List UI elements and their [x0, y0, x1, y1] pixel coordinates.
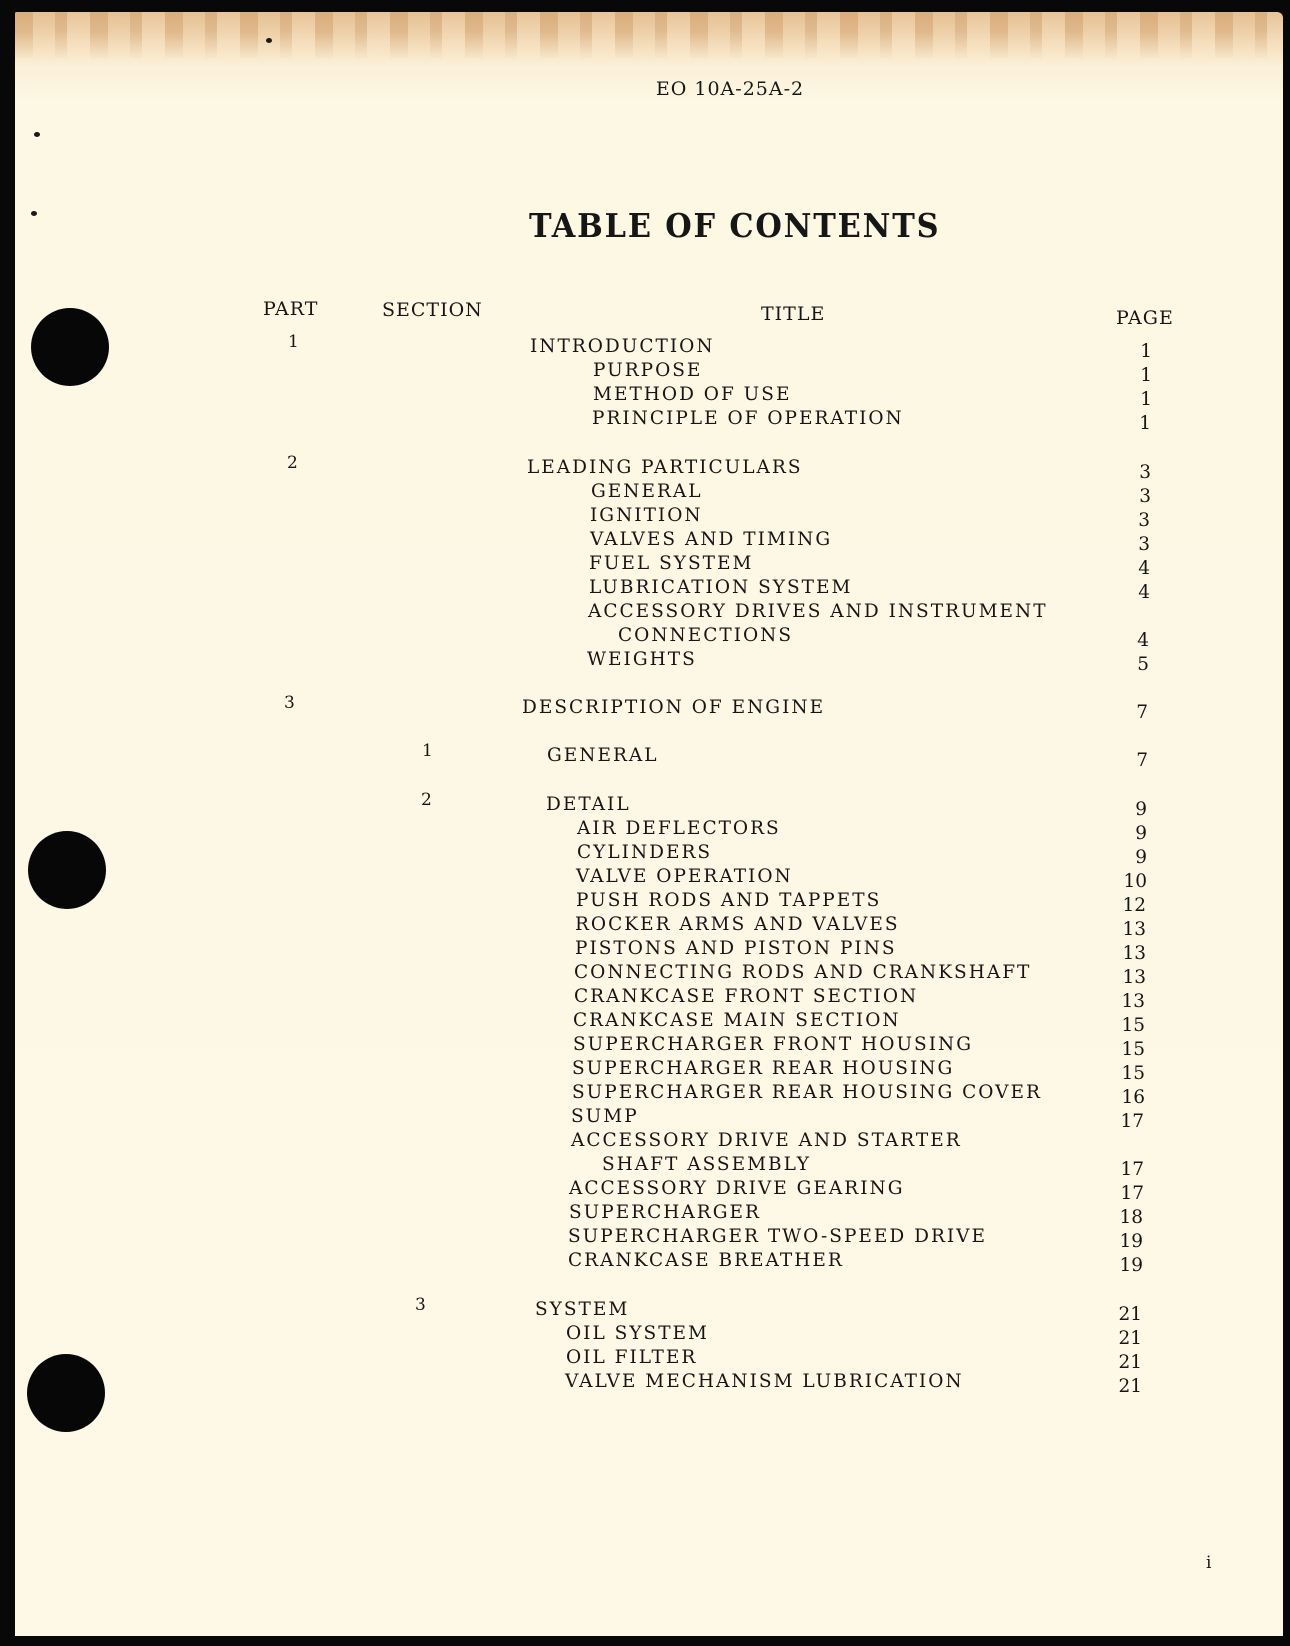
toc-entry-page: 15: [1121, 1015, 1145, 1036]
toc-entry-title: CRANKCASE MAIN SECTION: [573, 1010, 901, 1031]
binder-hole-middle: [28, 831, 106, 909]
column-header-part: PART: [263, 298, 319, 320]
toc-entry-title: IGNITION: [590, 505, 703, 526]
toc-entry-title: PUSH RODS AND TAPPETS: [576, 890, 882, 911]
toc-entry-title: GENERAL: [591, 481, 703, 502]
toc-entry-title: CYLINDERS: [577, 842, 713, 863]
toc-entry-page: 1: [1140, 389, 1152, 410]
toc-entry-title: SHAFT ASSEMBLY: [602, 1154, 811, 1175]
page-folio: i: [1206, 1553, 1212, 1573]
toc-entry-page: 13: [1122, 967, 1146, 988]
toc-entry-page: 15: [1121, 1063, 1145, 1084]
toc-entry-page: 21: [1118, 1328, 1142, 1349]
toc-entry-title: SUPERCHARGER REAR HOUSING COVER: [572, 1082, 1042, 1103]
toc-entry-title: CRANKCASE BREATHER: [568, 1250, 844, 1271]
toc-entry-title: FUEL SYSTEM: [589, 553, 754, 574]
toc-entry-page: 4: [1138, 558, 1150, 579]
toc-entry-title: DESCRIPTION OF ENGINE: [522, 697, 826, 718]
toc-entry-title: WEIGHTS: [587, 649, 697, 670]
toc-entry-page: 5: [1137, 654, 1149, 675]
toc-entry-page: 4: [1138, 582, 1150, 603]
toc-entry-page: 18: [1119, 1207, 1143, 1228]
toc-entry-page: 13: [1122, 919, 1146, 940]
toc-entry-title: SUPERCHARGER TWO-SPEED DRIVE: [568, 1226, 988, 1247]
toc-entry-title: VALVE OPERATION: [576, 866, 793, 887]
toc-entry-part-number: 1: [288, 332, 299, 352]
toc-entry-page: 10: [1123, 871, 1147, 892]
toc-entry-title: SUMP: [571, 1106, 639, 1127]
toc-entry-title: SUPERCHARGER FRONT HOUSING: [573, 1034, 973, 1055]
toc-entry-page: 19: [1119, 1231, 1143, 1252]
toc-entry-page: 21: [1118, 1352, 1142, 1373]
toc-entry-title: ACCESSORY DRIVE AND STARTER: [571, 1130, 962, 1151]
toc-entry-title: SYSTEM: [535, 1299, 630, 1320]
toc-entry-page: 21: [1118, 1376, 1142, 1397]
toc-entry-title: OIL FILTER: [566, 1347, 698, 1368]
toc-entry-page: 9: [1135, 847, 1147, 868]
toc-entry-page: 3: [1138, 534, 1150, 555]
toc-entry-title: ACCESSORY DRIVE GEARING: [569, 1178, 905, 1199]
toc-entry-section-number: 1: [422, 741, 433, 761]
toc-entry-title: SUPERCHARGER: [569, 1202, 761, 1223]
toc-entry-title: LUBRICATION SYSTEM: [589, 577, 853, 598]
document-code: EO 10A-25A-2: [655, 78, 805, 100]
toc-entry-page: 13: [1122, 943, 1146, 964]
toc-entry-page: 17: [1120, 1111, 1144, 1132]
toc-entry-title: ACCESSORY DRIVES AND INSTRUMENT: [588, 601, 1048, 622]
toc-entry-page: 1: [1140, 341, 1152, 362]
toc-entry-section-number: 2: [421, 790, 432, 810]
toc-entry-page: 1: [1139, 413, 1151, 434]
toc-entry-page: 3: [1139, 462, 1151, 483]
toc-entry-title: PURPOSE: [593, 360, 703, 381]
toc-entry-page: 19: [1119, 1255, 1143, 1276]
toc-entry-page: 9: [1135, 823, 1147, 844]
binder-hole-top: [31, 308, 109, 386]
toc-entry-part-number: 3: [284, 693, 295, 713]
page-title: TABLE OF CONTENTS: [529, 206, 941, 245]
toc-entry-title: OIL SYSTEM: [566, 1323, 709, 1344]
toc-entry-page: 3: [1139, 486, 1151, 507]
ink-speck: [31, 211, 37, 216]
toc-entry-title: CRANKCASE FRONT SECTION: [574, 986, 919, 1007]
toc-entry-title: ROCKER ARMS AND VALVES: [575, 914, 900, 935]
toc-entry-title: PRINCIPLE OF OPERATION: [592, 408, 904, 429]
toc-entry-title: LEADING PARTICULARS: [527, 457, 803, 478]
water-stain: [15, 12, 1283, 60]
toc-entry-part-number: 2: [287, 453, 298, 473]
toc-entry-page: 13: [1121, 991, 1145, 1012]
toc-entry-title: CONNECTING RODS AND CRANKSHAFT: [574, 962, 1032, 983]
toc-entry-page: 3: [1138, 510, 1150, 531]
toc-entry-page: 16: [1121, 1087, 1145, 1108]
toc-entry-page: 15: [1121, 1039, 1145, 1060]
toc-entry-page: 4: [1137, 630, 1149, 651]
toc-entry-title: GENERAL: [547, 745, 659, 766]
toc-entry-page: 17: [1120, 1183, 1144, 1204]
toc-entry-page: 9: [1135, 799, 1147, 820]
ink-speck: [266, 38, 272, 43]
column-header-page: PAGE: [1116, 307, 1174, 329]
toc-entry-title: PISTONS AND PISTON PINS: [575, 938, 897, 959]
ink-speck: [34, 132, 40, 137]
toc-entry-title: VALVE MECHANISM LUBRICATION: [565, 1371, 964, 1392]
toc-entry-page: 7: [1136, 702, 1148, 723]
toc-entry-title: AIR DEFLECTORS: [577, 818, 781, 839]
toc-entry-title: DETAIL: [546, 794, 631, 815]
toc-entry-title: METHOD OF USE: [593, 384, 792, 405]
toc-entry-page: 17: [1120, 1159, 1144, 1180]
toc-entry-page: 7: [1136, 750, 1148, 771]
column-header-section: SECTION: [382, 299, 483, 321]
toc-entry-section-number: 3: [415, 1295, 426, 1315]
binder-hole-bottom: [27, 1354, 105, 1432]
toc-entry-page: 21: [1118, 1304, 1142, 1325]
toc-entry-title: SUPERCHARGER REAR HOUSING: [572, 1058, 955, 1079]
toc-entry-title: VALVES AND TIMING: [590, 529, 833, 550]
toc-entry-title: INTRODUCTION: [530, 336, 715, 357]
toc-entry-title: CONNECTIONS: [618, 625, 794, 646]
toc-entry-page: 1: [1140, 365, 1152, 386]
toc-entry-page: 12: [1122, 895, 1146, 916]
column-header-title: TITLE: [761, 303, 826, 325]
